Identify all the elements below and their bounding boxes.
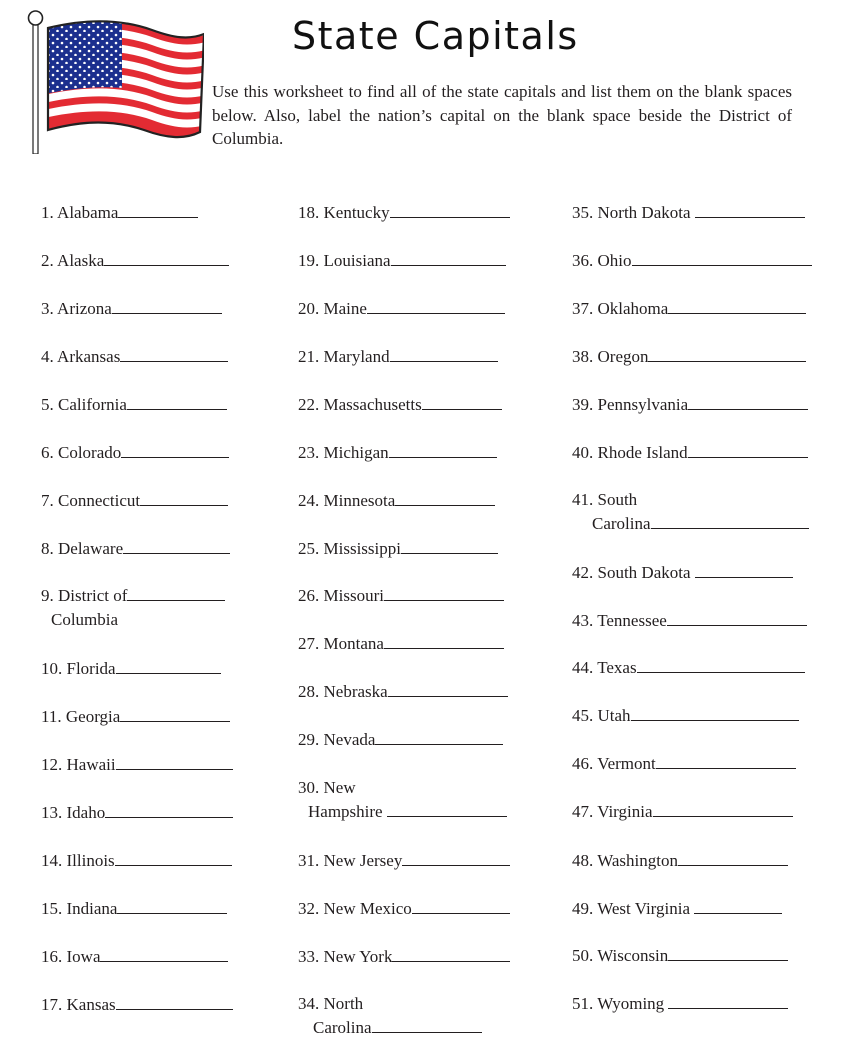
state-label: 40. Rhode Island bbox=[572, 443, 688, 462]
list-item bbox=[572, 752, 796, 776]
state-label: 34. North bbox=[298, 994, 364, 1013]
capital-answer-blank[interactable] bbox=[120, 706, 230, 722]
state-label: 17. Kansas bbox=[41, 995, 116, 1014]
list-item bbox=[572, 201, 805, 225]
list-item bbox=[572, 609, 807, 633]
capital-answer-blank[interactable] bbox=[632, 250, 812, 266]
state-label-continued: Columbia bbox=[51, 610, 119, 629]
capital-answer-blank[interactable] bbox=[127, 585, 225, 601]
list-item bbox=[298, 849, 510, 873]
list-item bbox=[572, 800, 793, 824]
state-label: 37. Oklahoma bbox=[572, 299, 669, 318]
list-item bbox=[572, 488, 809, 536]
capital-answer-blank[interactable] bbox=[140, 490, 228, 506]
state-label: 50. Wisconsin bbox=[572, 946, 669, 965]
capital-answer-blank[interactable] bbox=[651, 513, 809, 529]
list-item bbox=[572, 704, 799, 728]
capital-answer-blank[interactable] bbox=[118, 202, 198, 218]
state-label: 44. Texas bbox=[572, 658, 637, 677]
capital-answer-blank[interactable] bbox=[105, 802, 233, 818]
list-item bbox=[572, 992, 788, 1016]
capital-answer-blank[interactable] bbox=[668, 993, 788, 1009]
capital-answer-blank[interactable] bbox=[115, 850, 232, 866]
capital-answer-blank[interactable] bbox=[395, 490, 495, 506]
list-item bbox=[572, 897, 782, 921]
state-label: 41. South bbox=[572, 490, 638, 509]
capital-answer-blank[interactable] bbox=[392, 946, 510, 962]
state-label: 20. Maine bbox=[298, 299, 367, 318]
list-item bbox=[41, 393, 227, 417]
capital-answer-blank[interactable] bbox=[656, 753, 796, 769]
list-item bbox=[41, 584, 225, 632]
state-label: 2. Alaska bbox=[41, 251, 105, 270]
state-label: 49. West Virginia bbox=[572, 899, 691, 918]
capital-answer-blank[interactable] bbox=[388, 681, 508, 697]
list-item bbox=[41, 705, 230, 729]
state-label: 22. Massachusetts bbox=[298, 395, 422, 414]
state-label: 48. Washington bbox=[572, 851, 678, 870]
capital-answer-blank[interactable] bbox=[412, 898, 510, 914]
state-label-continued: Carolina bbox=[592, 514, 651, 533]
state-label: 14. Illinois bbox=[41, 851, 115, 870]
list-item bbox=[298, 584, 504, 608]
state-label: 5. California bbox=[41, 395, 127, 414]
list-item bbox=[298, 441, 497, 465]
list-item bbox=[41, 249, 229, 273]
capital-answer-blank[interactable] bbox=[695, 562, 793, 578]
capital-answer-blank[interactable] bbox=[127, 394, 227, 410]
capital-answer-blank[interactable] bbox=[631, 705, 799, 721]
capital-answer-blank[interactable] bbox=[653, 801, 793, 817]
list-item bbox=[298, 393, 502, 417]
capital-answer-blank[interactable] bbox=[648, 346, 806, 362]
state-label: 7. Connecticut bbox=[41, 491, 141, 510]
list-item bbox=[298, 537, 498, 561]
capital-answer-blank[interactable] bbox=[116, 754, 233, 770]
state-label: 28. Nebraska bbox=[298, 682, 388, 701]
state-label: 3. Arizona bbox=[41, 299, 112, 318]
list-item bbox=[41, 753, 233, 777]
state-label: 38. Oregon bbox=[572, 347, 649, 366]
capital-answer-blank[interactable] bbox=[390, 346, 498, 362]
capital-answer-blank[interactable] bbox=[367, 298, 505, 314]
state-label: 43. Tennessee bbox=[572, 611, 667, 630]
capital-answer-blank[interactable] bbox=[121, 442, 229, 458]
state-label: 24. Minnesota bbox=[298, 491, 396, 510]
state-label: 47. Virginia bbox=[572, 802, 653, 821]
list-item bbox=[572, 249, 812, 273]
state-label: 21. Maryland bbox=[298, 347, 390, 366]
list-item bbox=[572, 441, 808, 465]
list-item bbox=[41, 489, 228, 513]
list-item bbox=[41, 345, 228, 369]
state-label: 30. New bbox=[298, 778, 356, 797]
capital-answer-blank[interactable] bbox=[120, 346, 228, 362]
state-label: 51. Wyoming bbox=[572, 994, 665, 1013]
state-label: 10. Florida bbox=[41, 659, 116, 678]
list-item bbox=[41, 441, 229, 465]
us-flag-icon bbox=[14, 8, 204, 154]
capital-answer-blank[interactable] bbox=[104, 250, 229, 266]
state-label: 11. Georgia bbox=[41, 707, 121, 726]
list-item bbox=[41, 201, 198, 225]
worksheet-instructions: Use this worksheet to find all of the state capitals and list them on the blank spaces below. Also, label the nation’s capital on the blank space beside the District of Columbia. bbox=[212, 82, 792, 148]
state-label: 35. North Dakota bbox=[572, 203, 691, 222]
state-label: 19. Louisiana bbox=[298, 251, 391, 270]
list-item bbox=[298, 249, 506, 273]
capital-answer-blank[interactable] bbox=[668, 945, 788, 961]
capital-answer-blank[interactable] bbox=[688, 442, 808, 458]
capital-answer-blank[interactable] bbox=[678, 850, 788, 866]
list-item bbox=[41, 945, 228, 969]
list-item bbox=[572, 849, 788, 873]
capital-answer-blank[interactable] bbox=[384, 633, 504, 649]
list-item bbox=[298, 728, 503, 752]
state-label: 1. Alabama bbox=[41, 203, 119, 222]
state-label: 23. Michigan bbox=[298, 443, 389, 462]
capital-answer-blank[interactable] bbox=[688, 394, 808, 410]
state-label: 13. Idaho bbox=[41, 803, 106, 822]
list-item bbox=[572, 297, 806, 321]
worksheet-title: State Capitals bbox=[292, 14, 579, 58]
capital-answer-blank[interactable] bbox=[695, 202, 805, 218]
list-item bbox=[298, 201, 510, 225]
capital-answer-blank[interactable] bbox=[402, 850, 510, 866]
list-item bbox=[41, 657, 221, 681]
list-item bbox=[298, 680, 508, 704]
list-item bbox=[572, 345, 806, 369]
list-item bbox=[41, 993, 233, 1017]
state-label-continued: Carolina bbox=[313, 1018, 372, 1037]
state-label: 12. Hawaii bbox=[41, 755, 116, 774]
list-item bbox=[41, 801, 233, 825]
list-item bbox=[572, 561, 793, 585]
capital-answer-blank[interactable] bbox=[694, 898, 782, 914]
capital-answer-blank[interactable] bbox=[389, 442, 497, 458]
capital-answer-blank[interactable] bbox=[372, 1017, 482, 1033]
capital-answer-blank[interactable] bbox=[117, 898, 227, 914]
list-item bbox=[572, 393, 808, 417]
capital-answer-blank[interactable] bbox=[116, 658, 221, 674]
state-label: 45. Utah bbox=[572, 706, 631, 725]
state-label: 18. Kentucky bbox=[298, 203, 390, 222]
capital-answer-blank[interactable] bbox=[387, 801, 507, 817]
state-label: 25. Mississippi bbox=[298, 539, 401, 558]
capital-answer-blank[interactable] bbox=[401, 538, 498, 554]
state-label-continued: Hampshire bbox=[308, 802, 383, 821]
state-label: 31. New Jersey bbox=[298, 851, 403, 870]
state-label: 46. Vermont bbox=[572, 754, 656, 773]
state-label: 32. New Mexico bbox=[298, 899, 412, 918]
state-label: 16. Iowa bbox=[41, 947, 101, 966]
state-label: 33. New York bbox=[298, 947, 393, 966]
list-item bbox=[298, 897, 510, 921]
list-item bbox=[41, 897, 227, 921]
capital-answer-blank[interactable] bbox=[116, 994, 233, 1010]
state-label: 36. Ohio bbox=[572, 251, 632, 270]
capital-answer-blank[interactable] bbox=[112, 298, 222, 314]
state-label: 8. Delaware bbox=[41, 539, 124, 558]
state-label: 6. Colorado bbox=[41, 443, 122, 462]
capital-answer-blank[interactable] bbox=[422, 394, 502, 410]
capital-answer-blank[interactable] bbox=[123, 538, 230, 554]
state-label: 26. Missouri bbox=[298, 586, 384, 605]
list-item bbox=[298, 345, 498, 369]
list-item bbox=[298, 489, 495, 513]
list-item bbox=[41, 849, 232, 873]
list-item bbox=[572, 944, 788, 968]
capital-answer-blank[interactable] bbox=[667, 610, 807, 626]
capital-answer-blank[interactable] bbox=[668, 298, 806, 314]
capital-answer-blank[interactable] bbox=[391, 250, 506, 266]
state-label: 15. Indiana bbox=[41, 899, 118, 918]
capital-answer-blank[interactable] bbox=[390, 202, 510, 218]
capital-answer-blank[interactable] bbox=[375, 729, 503, 745]
list-item bbox=[298, 992, 482, 1040]
state-label: 9. District of bbox=[41, 586, 128, 605]
list-item bbox=[298, 632, 504, 656]
list-item bbox=[298, 297, 505, 321]
list-item bbox=[41, 297, 222, 321]
list-item bbox=[41, 537, 230, 561]
list-item bbox=[572, 656, 805, 680]
state-label: 27. Montana bbox=[298, 634, 384, 653]
state-label: 4. Arkansas bbox=[41, 347, 121, 366]
state-label: 39. Pennsylvania bbox=[572, 395, 689, 414]
list-item bbox=[298, 945, 510, 969]
capital-answer-blank[interactable] bbox=[637, 657, 805, 673]
state-label: 29. Nevada bbox=[298, 730, 376, 749]
list-item bbox=[298, 776, 507, 824]
state-label: 42. South Dakota bbox=[572, 563, 691, 582]
capital-answer-blank[interactable] bbox=[100, 946, 228, 962]
capital-answer-blank[interactable] bbox=[384, 585, 504, 601]
